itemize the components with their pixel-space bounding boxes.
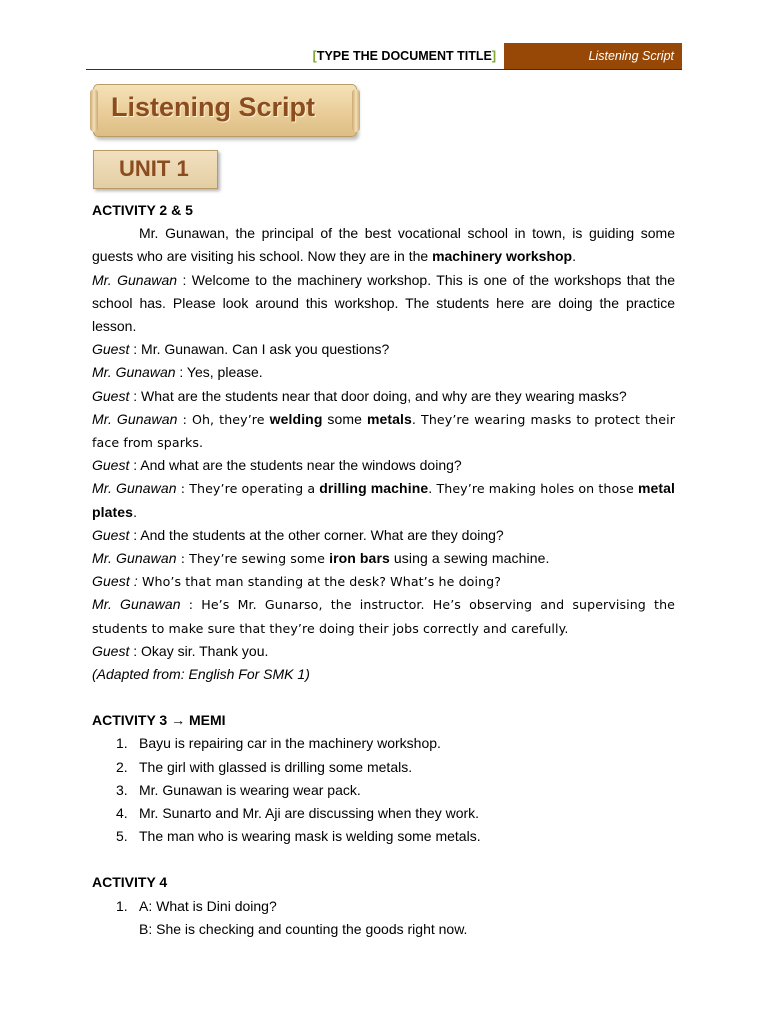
speaker: Mr. Gunawan [92,364,176,381]
list-number: 2. [116,758,128,775]
speaker: Mr. Gunawan [92,550,177,567]
header-section-label: Listening Script [504,43,682,69]
document-body [92,199,675,941]
dialogue-line [92,477,675,523]
activity-4-list [92,895,675,918]
unit-title: UNIT 1 [119,156,189,181]
speaker: Guest [92,457,130,474]
line-text: using a sewing machine. [389,550,550,567]
header-title-text: TYPE THE DOCUMENT TITLE [316,49,492,63]
dialogue-line [92,547,675,570]
line-text: : Welcome to the machinery workshop. This is one of the workshops that the school has. Please look around this workshop. The students here are doing the practice lesson. [92,271,676,335]
line-bold: drilling machine [319,480,429,497]
list-text: The man who is wearing mask is welding some metals. [139,828,481,845]
line-text: . [133,503,138,520]
arrow-right-icon: → [171,712,186,729]
line-text: : And the students at the other corner. What are they doing? [129,526,504,543]
list-text: Bayu is repairing car in the machinery workshop. [139,735,441,752]
scroll-curl-right [352,89,360,132]
listening-script-banner [93,84,357,137]
line-text: : He’s Mr. Gunarso, the instructor. He’s observing and supervising the students to make sure that they’re doing their jobs correctly and carefully. [92,597,676,636]
dialogue-line [92,408,675,454]
activity-3-list [92,732,675,848]
list-number: 4. [116,805,128,822]
line-text: : What are the students near that door doing, and why are they wearing masks? [129,387,627,404]
dialogue-line [92,454,675,477]
dialogue-line [92,385,675,408]
line-text: some [322,410,367,427]
header-divider [86,69,682,70]
speaker: Mr. Gunawan [92,480,177,497]
list-number: 3. [116,781,128,798]
speaker: Mr. Gunawan [92,271,178,288]
list-number: 1. [116,735,128,752]
spacer [92,848,675,871]
line-text: Who’s that man standing at the desk? What’s he doing? [137,574,502,590]
activity-4-heading: ACTIVITY 4 [92,874,168,891]
activity-2-5-intro [92,222,675,268]
line-text: . They’re making holes on those [428,481,638,497]
line-text: : They’re sewing some [176,551,330,567]
list-item [116,732,675,755]
line-text: : Okay sir. Thank you. [129,642,269,659]
speaker: Guest [92,642,130,659]
dialogue-line [92,593,675,639]
speaker: Mr. Gunawan [92,410,178,427]
heading-text: MEMI [185,712,226,729]
dialogue-line [92,640,675,663]
speaker: Guest [92,526,130,543]
source-citation: (Adapted from: English For SMK 1) [92,666,310,683]
list-text: Mr. Gunawan is wearing wear pack. [139,781,361,798]
header-document-title: [TYPE THE DOCUMENT TITLE] [312,49,496,63]
line-bold: metals [366,410,412,427]
list-number: 5. [116,828,128,845]
dialogue-line [92,361,675,384]
speaker: Guest : [92,573,138,590]
line-text: : Yes, please. [175,364,263,381]
line-text: : Mr. Gunawan. Can I ask you questions? [129,341,390,358]
dialogue-line [92,570,675,593]
speaker: Mr. Gunawan [92,596,181,613]
list-item [116,895,675,918]
intro-bold: machinery workshop [432,248,573,265]
line-bold: iron bars [329,550,390,567]
intro-text: Mr. Gunawan, the principal of the best vocational school in town, is guiding some guests who are visiting his school. Now they are in the [92,225,675,265]
speaker: Guest [92,341,130,358]
banner-title: Listening Script [111,92,316,122]
list-text: Mr. Sunarto and Mr. Aji are discussing when they work. [139,805,480,822]
line-text: : And what are the students near the windows doing? [129,457,462,474]
answer-line: B: She is checking and counting the goods right now. [139,920,468,937]
list-item [116,756,675,779]
line-text: : Oh, they’re [177,411,270,427]
line-bold: metal plates [92,480,676,520]
list-text: The girl with glassed is drilling some metals. [139,758,413,775]
dialogue-line [92,338,675,361]
unit-label-box [93,150,218,189]
heading-text: ACTIVITY 3 [92,712,172,729]
list-item [116,779,675,802]
page-header [86,43,682,70]
line-text: : They’re operating a [176,481,320,497]
spacer [92,686,675,709]
list-text: A: What is Dini doing? [139,897,277,914]
scroll-curl-left [90,89,98,132]
list-item [116,825,675,848]
line-bold: welding [269,410,323,427]
speaker: Guest [92,387,130,404]
activity-3-heading [92,709,675,732]
activity-2-5-heading: ACTIVITY 2 & 5 [92,202,193,218]
list-item [116,802,675,825]
dialogue-line [92,524,675,547]
list-number: 1. [116,897,128,914]
dialogue-line [92,269,675,339]
line-text: . They’re wearing masks to protect their face from sparks. [92,411,675,451]
intro-end: . [572,248,576,265]
